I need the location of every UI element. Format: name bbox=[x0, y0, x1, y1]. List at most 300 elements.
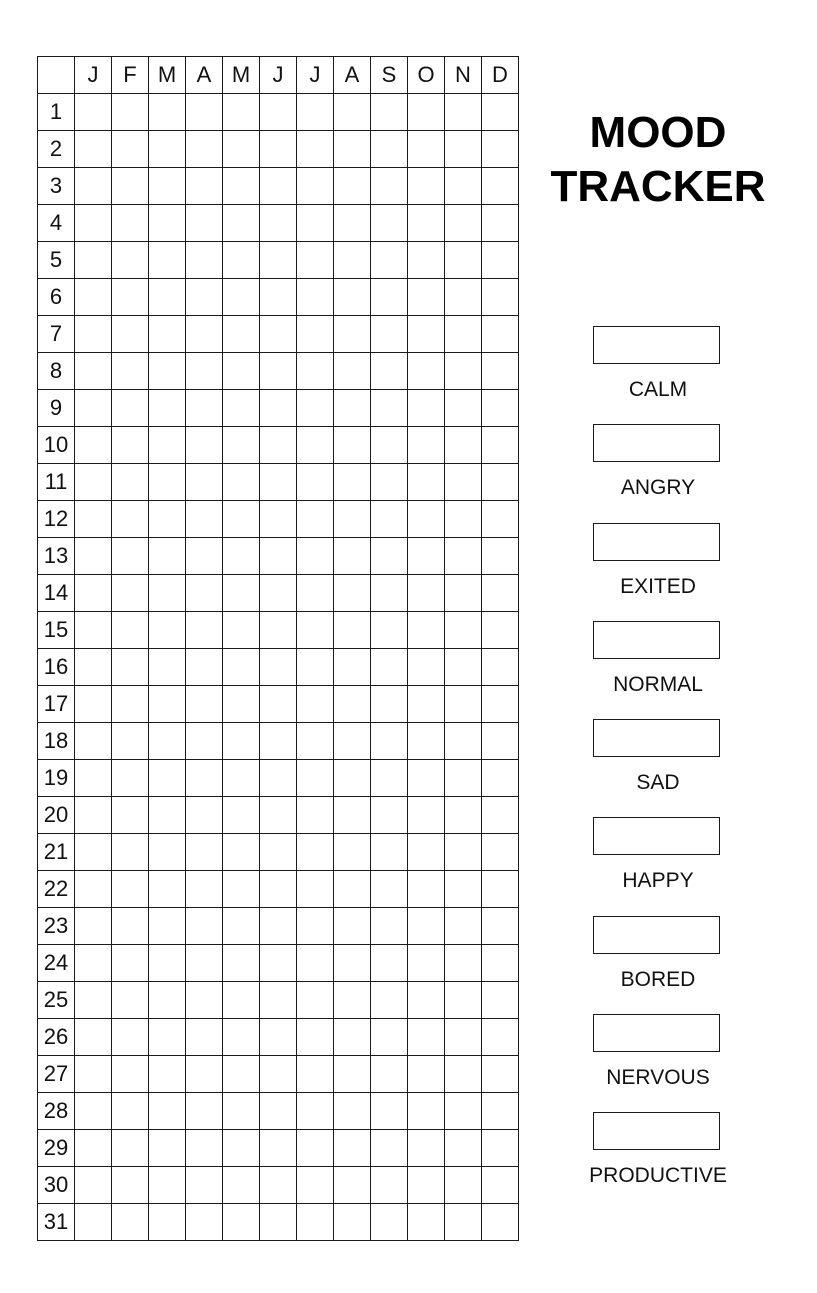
mood-cell[interactable] bbox=[186, 760, 223, 797]
mood-cell[interactable] bbox=[334, 908, 371, 945]
mood-cell[interactable] bbox=[334, 1019, 371, 1056]
mood-cell[interactable] bbox=[297, 612, 334, 649]
mood-cell[interactable] bbox=[112, 686, 149, 723]
mood-cell[interactable] bbox=[112, 242, 149, 279]
mood-cell[interactable] bbox=[445, 575, 482, 612]
mood-cell[interactable] bbox=[482, 908, 519, 945]
mood-cell[interactable] bbox=[408, 723, 445, 760]
mood-cell[interactable] bbox=[334, 834, 371, 871]
mood-cell[interactable] bbox=[149, 945, 186, 982]
mood-cell[interactable] bbox=[260, 427, 297, 464]
mood-cell[interactable] bbox=[297, 316, 334, 353]
mood-cell[interactable] bbox=[186, 1056, 223, 1093]
mood-cell[interactable] bbox=[445, 427, 482, 464]
mood-cell[interactable] bbox=[408, 982, 445, 1019]
mood-cell[interactable] bbox=[149, 1204, 186, 1241]
mood-cell[interactable] bbox=[112, 279, 149, 316]
mood-cell[interactable] bbox=[149, 538, 186, 575]
mood-cell[interactable] bbox=[334, 205, 371, 242]
mood-cell[interactable] bbox=[297, 871, 334, 908]
mood-cell[interactable] bbox=[445, 1167, 482, 1204]
mood-cell[interactable] bbox=[112, 538, 149, 575]
mood-cell[interactable] bbox=[408, 1093, 445, 1130]
mood-cell[interactable] bbox=[482, 649, 519, 686]
mood-cell[interactable] bbox=[445, 316, 482, 353]
mood-cell[interactable] bbox=[75, 612, 112, 649]
mood-cell[interactable] bbox=[186, 1130, 223, 1167]
mood-cell[interactable] bbox=[186, 575, 223, 612]
legend-color-box[interactable] bbox=[593, 523, 720, 561]
mood-cell[interactable] bbox=[223, 464, 260, 501]
mood-cell[interactable] bbox=[334, 501, 371, 538]
mood-cell[interactable] bbox=[186, 649, 223, 686]
mood-cell[interactable] bbox=[297, 1204, 334, 1241]
mood-cell[interactable] bbox=[75, 723, 112, 760]
mood-cell[interactable] bbox=[112, 982, 149, 1019]
mood-cell[interactable] bbox=[482, 205, 519, 242]
mood-cell[interactable] bbox=[371, 1167, 408, 1204]
mood-cell[interactable] bbox=[334, 612, 371, 649]
mood-cell[interactable] bbox=[75, 834, 112, 871]
mood-cell[interactable] bbox=[408, 1019, 445, 1056]
mood-cell[interactable] bbox=[186, 168, 223, 205]
mood-cell[interactable] bbox=[223, 279, 260, 316]
mood-cell[interactable] bbox=[112, 908, 149, 945]
mood-cell[interactable] bbox=[112, 723, 149, 760]
mood-cell[interactable] bbox=[186, 390, 223, 427]
mood-cell[interactable] bbox=[297, 575, 334, 612]
mood-cell[interactable] bbox=[371, 649, 408, 686]
mood-cell[interactable] bbox=[260, 94, 297, 131]
mood-cell[interactable] bbox=[112, 427, 149, 464]
mood-cell[interactable] bbox=[75, 131, 112, 168]
mood-cell[interactable] bbox=[75, 797, 112, 834]
mood-cell[interactable] bbox=[75, 945, 112, 982]
mood-cell[interactable] bbox=[297, 538, 334, 575]
mood-cell[interactable] bbox=[371, 575, 408, 612]
mood-cell[interactable] bbox=[149, 1056, 186, 1093]
mood-cell[interactable] bbox=[223, 649, 260, 686]
mood-cell[interactable] bbox=[297, 501, 334, 538]
mood-cell[interactable] bbox=[297, 945, 334, 982]
mood-cell[interactable] bbox=[482, 464, 519, 501]
mood-cell[interactable] bbox=[371, 723, 408, 760]
mood-cell[interactable] bbox=[334, 390, 371, 427]
mood-cell[interactable] bbox=[186, 612, 223, 649]
mood-cell[interactable] bbox=[297, 1167, 334, 1204]
mood-cell[interactable] bbox=[371, 464, 408, 501]
mood-cell[interactable] bbox=[186, 427, 223, 464]
mood-cell[interactable] bbox=[482, 353, 519, 390]
mood-cell[interactable] bbox=[482, 168, 519, 205]
mood-cell[interactable] bbox=[149, 834, 186, 871]
mood-cell[interactable] bbox=[371, 1204, 408, 1241]
mood-cell[interactable] bbox=[260, 501, 297, 538]
mood-cell[interactable] bbox=[75, 501, 112, 538]
mood-cell[interactable] bbox=[482, 797, 519, 834]
mood-cell[interactable] bbox=[112, 1093, 149, 1130]
mood-cell[interactable] bbox=[223, 945, 260, 982]
mood-cell[interactable] bbox=[445, 205, 482, 242]
mood-cell[interactable] bbox=[334, 686, 371, 723]
mood-cell[interactable] bbox=[408, 686, 445, 723]
mood-cell[interactable] bbox=[445, 1204, 482, 1241]
mood-cell[interactable] bbox=[334, 94, 371, 131]
mood-cell[interactable] bbox=[149, 205, 186, 242]
mood-cell[interactable] bbox=[112, 1204, 149, 1241]
mood-cell[interactable] bbox=[75, 427, 112, 464]
mood-cell[interactable] bbox=[223, 908, 260, 945]
mood-cell[interactable] bbox=[260, 131, 297, 168]
mood-cell[interactable] bbox=[223, 316, 260, 353]
mood-cell[interactable] bbox=[297, 1093, 334, 1130]
mood-cell[interactable] bbox=[223, 834, 260, 871]
mood-cell[interactable] bbox=[112, 871, 149, 908]
mood-cell[interactable] bbox=[112, 205, 149, 242]
mood-cell[interactable] bbox=[445, 612, 482, 649]
mood-cell[interactable] bbox=[334, 353, 371, 390]
mood-cell[interactable] bbox=[223, 686, 260, 723]
mood-cell[interactable] bbox=[297, 242, 334, 279]
mood-cell[interactable] bbox=[112, 649, 149, 686]
mood-cell[interactable] bbox=[223, 723, 260, 760]
mood-cell[interactable] bbox=[371, 834, 408, 871]
mood-cell[interactable] bbox=[334, 1204, 371, 1241]
mood-cell[interactable] bbox=[445, 871, 482, 908]
mood-cell[interactable] bbox=[297, 353, 334, 390]
mood-cell[interactable] bbox=[334, 279, 371, 316]
mood-cell[interactable] bbox=[297, 205, 334, 242]
mood-cell[interactable] bbox=[112, 1167, 149, 1204]
mood-cell[interactable] bbox=[75, 686, 112, 723]
mood-cell[interactable] bbox=[445, 686, 482, 723]
mood-cell[interactable] bbox=[371, 205, 408, 242]
mood-cell[interactable] bbox=[260, 1204, 297, 1241]
mood-cell[interactable] bbox=[482, 131, 519, 168]
mood-cell[interactable] bbox=[223, 871, 260, 908]
mood-cell[interactable] bbox=[260, 1167, 297, 1204]
mood-cell[interactable] bbox=[149, 575, 186, 612]
mood-cell[interactable] bbox=[260, 982, 297, 1019]
mood-cell[interactable] bbox=[149, 168, 186, 205]
mood-cell[interactable] bbox=[223, 797, 260, 834]
mood-cell[interactable] bbox=[223, 1204, 260, 1241]
mood-cell[interactable] bbox=[371, 353, 408, 390]
mood-cell[interactable] bbox=[149, 1019, 186, 1056]
mood-cell[interactable] bbox=[149, 723, 186, 760]
mood-cell[interactable] bbox=[482, 1130, 519, 1167]
mood-cell[interactable] bbox=[371, 390, 408, 427]
mood-cell[interactable] bbox=[112, 834, 149, 871]
mood-cell[interactable] bbox=[334, 723, 371, 760]
mood-cell[interactable] bbox=[223, 131, 260, 168]
mood-cell[interactable] bbox=[408, 390, 445, 427]
mood-cell[interactable] bbox=[482, 427, 519, 464]
mood-cell[interactable] bbox=[445, 797, 482, 834]
mood-cell[interactable] bbox=[371, 760, 408, 797]
mood-cell[interactable] bbox=[445, 982, 482, 1019]
mood-cell[interactable] bbox=[260, 760, 297, 797]
mood-cell[interactable] bbox=[408, 538, 445, 575]
mood-cell[interactable] bbox=[223, 94, 260, 131]
mood-cell[interactable] bbox=[149, 908, 186, 945]
legend-color-box[interactable] bbox=[593, 326, 720, 364]
mood-cell[interactable] bbox=[75, 464, 112, 501]
mood-cell[interactable] bbox=[223, 1130, 260, 1167]
mood-cell[interactable] bbox=[408, 649, 445, 686]
mood-cell[interactable] bbox=[408, 1204, 445, 1241]
mood-cell[interactable] bbox=[371, 612, 408, 649]
mood-cell[interactable] bbox=[186, 1093, 223, 1130]
mood-cell[interactable] bbox=[445, 501, 482, 538]
mood-cell[interactable] bbox=[75, 1093, 112, 1130]
mood-cell[interactable] bbox=[371, 1130, 408, 1167]
mood-cell[interactable] bbox=[186, 871, 223, 908]
legend-color-box[interactable] bbox=[593, 1112, 720, 1150]
mood-cell[interactable] bbox=[149, 1093, 186, 1130]
mood-cell[interactable] bbox=[260, 945, 297, 982]
mood-cell[interactable] bbox=[408, 612, 445, 649]
mood-cell[interactable] bbox=[149, 649, 186, 686]
mood-cell[interactable] bbox=[334, 760, 371, 797]
mood-cell[interactable] bbox=[445, 834, 482, 871]
mood-cell[interactable] bbox=[75, 1056, 112, 1093]
mood-cell[interactable] bbox=[260, 649, 297, 686]
mood-cell[interactable] bbox=[186, 94, 223, 131]
mood-cell[interactable] bbox=[223, 575, 260, 612]
mood-cell[interactable] bbox=[445, 908, 482, 945]
mood-cell[interactable] bbox=[408, 316, 445, 353]
mood-cell[interactable] bbox=[445, 1019, 482, 1056]
mood-cell[interactable] bbox=[260, 1130, 297, 1167]
mood-cell[interactable] bbox=[260, 538, 297, 575]
mood-cell[interactable] bbox=[260, 575, 297, 612]
mood-cell[interactable] bbox=[482, 723, 519, 760]
mood-cell[interactable] bbox=[75, 390, 112, 427]
mood-cell[interactable] bbox=[260, 390, 297, 427]
mood-cell[interactable] bbox=[223, 427, 260, 464]
mood-cell[interactable] bbox=[334, 1167, 371, 1204]
mood-cell[interactable] bbox=[75, 908, 112, 945]
mood-cell[interactable] bbox=[260, 612, 297, 649]
mood-cell[interactable] bbox=[408, 205, 445, 242]
mood-cell[interactable] bbox=[186, 686, 223, 723]
mood-cell[interactable] bbox=[223, 501, 260, 538]
mood-cell[interactable] bbox=[149, 464, 186, 501]
mood-cell[interactable] bbox=[482, 538, 519, 575]
mood-cell[interactable] bbox=[482, 316, 519, 353]
mood-cell[interactable] bbox=[112, 390, 149, 427]
mood-cell[interactable] bbox=[408, 242, 445, 279]
mood-cell[interactable] bbox=[223, 612, 260, 649]
legend-color-box[interactable] bbox=[593, 621, 720, 659]
mood-cell[interactable] bbox=[186, 723, 223, 760]
mood-cell[interactable] bbox=[75, 538, 112, 575]
mood-cell[interactable] bbox=[149, 760, 186, 797]
mood-cell[interactable] bbox=[112, 1056, 149, 1093]
mood-cell[interactable] bbox=[482, 1019, 519, 1056]
legend-color-box[interactable] bbox=[593, 817, 720, 855]
mood-cell[interactable] bbox=[260, 686, 297, 723]
mood-cell[interactable] bbox=[223, 242, 260, 279]
mood-cell[interactable] bbox=[186, 131, 223, 168]
mood-cell[interactable] bbox=[223, 1019, 260, 1056]
mood-cell[interactable] bbox=[260, 834, 297, 871]
mood-cell[interactable] bbox=[149, 797, 186, 834]
mood-cell[interactable] bbox=[297, 94, 334, 131]
mood-cell[interactable] bbox=[482, 871, 519, 908]
mood-cell[interactable] bbox=[334, 242, 371, 279]
mood-cell[interactable] bbox=[408, 871, 445, 908]
legend-color-box[interactable] bbox=[593, 719, 720, 757]
mood-cell[interactable] bbox=[408, 427, 445, 464]
mood-cell[interactable] bbox=[149, 279, 186, 316]
mood-cell[interactable] bbox=[297, 649, 334, 686]
mood-cell[interactable] bbox=[482, 945, 519, 982]
mood-cell[interactable] bbox=[75, 205, 112, 242]
mood-cell[interactable] bbox=[112, 501, 149, 538]
mood-cell[interactable] bbox=[186, 205, 223, 242]
mood-cell[interactable] bbox=[297, 390, 334, 427]
mood-cell[interactable] bbox=[445, 723, 482, 760]
mood-cell[interactable] bbox=[112, 316, 149, 353]
mood-cell[interactable] bbox=[482, 1204, 519, 1241]
mood-cell[interactable] bbox=[371, 131, 408, 168]
mood-cell[interactable] bbox=[186, 279, 223, 316]
mood-cell[interactable] bbox=[371, 501, 408, 538]
mood-cell[interactable] bbox=[75, 94, 112, 131]
mood-cell[interactable] bbox=[334, 945, 371, 982]
mood-cell[interactable] bbox=[482, 1056, 519, 1093]
mood-cell[interactable] bbox=[408, 1167, 445, 1204]
mood-cell[interactable] bbox=[260, 797, 297, 834]
mood-cell[interactable] bbox=[75, 982, 112, 1019]
mood-cell[interactable] bbox=[408, 131, 445, 168]
mood-cell[interactable] bbox=[112, 1019, 149, 1056]
legend-color-box[interactable] bbox=[593, 1014, 720, 1052]
mood-cell[interactable] bbox=[112, 760, 149, 797]
mood-cell[interactable] bbox=[297, 1130, 334, 1167]
mood-cell[interactable] bbox=[371, 279, 408, 316]
mood-cell[interactable] bbox=[371, 982, 408, 1019]
mood-cell[interactable] bbox=[445, 1130, 482, 1167]
mood-cell[interactable] bbox=[445, 94, 482, 131]
mood-cell[interactable] bbox=[371, 908, 408, 945]
mood-cell[interactable] bbox=[112, 353, 149, 390]
mood-cell[interactable] bbox=[223, 982, 260, 1019]
mood-cell[interactable] bbox=[149, 612, 186, 649]
mood-cell[interactable] bbox=[334, 464, 371, 501]
mood-cell[interactable] bbox=[75, 871, 112, 908]
mood-cell[interactable] bbox=[260, 316, 297, 353]
mood-cell[interactable] bbox=[75, 1130, 112, 1167]
mood-cell[interactable] bbox=[223, 1167, 260, 1204]
mood-cell[interactable] bbox=[260, 464, 297, 501]
mood-cell[interactable] bbox=[297, 464, 334, 501]
mood-cell[interactable] bbox=[334, 131, 371, 168]
mood-cell[interactable] bbox=[75, 353, 112, 390]
mood-cell[interactable] bbox=[75, 316, 112, 353]
mood-cell[interactable] bbox=[149, 686, 186, 723]
mood-cell[interactable] bbox=[334, 982, 371, 1019]
mood-cell[interactable] bbox=[149, 871, 186, 908]
mood-cell[interactable] bbox=[112, 168, 149, 205]
mood-cell[interactable] bbox=[334, 538, 371, 575]
mood-cell[interactable] bbox=[112, 94, 149, 131]
mood-cell[interactable] bbox=[408, 353, 445, 390]
mood-cell[interactable] bbox=[408, 908, 445, 945]
mood-cell[interactable] bbox=[186, 538, 223, 575]
mood-cell[interactable] bbox=[186, 908, 223, 945]
mood-cell[interactable] bbox=[297, 834, 334, 871]
mood-cell[interactable] bbox=[445, 760, 482, 797]
mood-cell[interactable] bbox=[223, 353, 260, 390]
mood-cell[interactable] bbox=[149, 1167, 186, 1204]
mood-cell[interactable] bbox=[482, 575, 519, 612]
mood-cell[interactable] bbox=[75, 760, 112, 797]
mood-cell[interactable] bbox=[371, 1019, 408, 1056]
mood-cell[interactable] bbox=[297, 1056, 334, 1093]
mood-cell[interactable] bbox=[149, 316, 186, 353]
mood-cell[interactable] bbox=[482, 612, 519, 649]
mood-cell[interactable] bbox=[408, 279, 445, 316]
mood-cell[interactable] bbox=[149, 353, 186, 390]
mood-cell[interactable] bbox=[371, 945, 408, 982]
mood-cell[interactable] bbox=[149, 390, 186, 427]
mood-cell[interactable] bbox=[260, 1056, 297, 1093]
mood-cell[interactable] bbox=[371, 1093, 408, 1130]
mood-cell[interactable] bbox=[297, 908, 334, 945]
mood-cell[interactable] bbox=[297, 760, 334, 797]
mood-cell[interactable] bbox=[371, 94, 408, 131]
mood-cell[interactable] bbox=[223, 1093, 260, 1130]
mood-cell[interactable] bbox=[297, 168, 334, 205]
mood-cell[interactable] bbox=[75, 279, 112, 316]
mood-cell[interactable] bbox=[445, 390, 482, 427]
mood-cell[interactable] bbox=[260, 279, 297, 316]
mood-cell[interactable] bbox=[223, 1056, 260, 1093]
mood-cell[interactable] bbox=[186, 242, 223, 279]
mood-cell[interactable] bbox=[445, 945, 482, 982]
mood-cell[interactable] bbox=[408, 501, 445, 538]
mood-cell[interactable] bbox=[297, 1019, 334, 1056]
mood-cell[interactable] bbox=[482, 760, 519, 797]
mood-cell[interactable] bbox=[186, 501, 223, 538]
mood-cell[interactable] bbox=[445, 1056, 482, 1093]
mood-cell[interactable] bbox=[260, 908, 297, 945]
mood-cell[interactable] bbox=[445, 168, 482, 205]
mood-cell[interactable] bbox=[223, 205, 260, 242]
mood-cell[interactable] bbox=[482, 390, 519, 427]
mood-cell[interactable] bbox=[112, 575, 149, 612]
mood-cell[interactable] bbox=[186, 797, 223, 834]
mood-cell[interactable] bbox=[445, 464, 482, 501]
mood-cell[interactable] bbox=[112, 612, 149, 649]
mood-cell[interactable] bbox=[186, 834, 223, 871]
mood-cell[interactable] bbox=[371, 797, 408, 834]
mood-cell[interactable] bbox=[186, 1019, 223, 1056]
mood-cell[interactable] bbox=[260, 242, 297, 279]
mood-cell[interactable] bbox=[149, 1130, 186, 1167]
legend-color-box[interactable] bbox=[593, 424, 720, 462]
mood-cell[interactable] bbox=[482, 982, 519, 1019]
mood-cell[interactable] bbox=[260, 1019, 297, 1056]
mood-cell[interactable] bbox=[260, 168, 297, 205]
mood-cell[interactable] bbox=[334, 168, 371, 205]
mood-cell[interactable] bbox=[112, 131, 149, 168]
mood-cell[interactable] bbox=[75, 649, 112, 686]
mood-cell[interactable] bbox=[482, 279, 519, 316]
